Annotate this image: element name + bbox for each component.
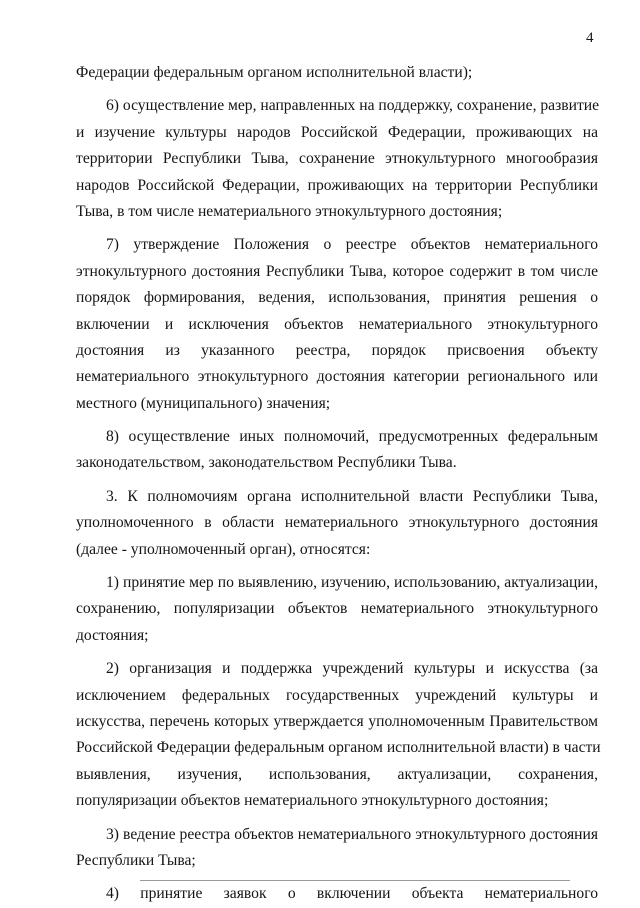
text-line: искусства, перечень которых утверждается уполномоченным Правительством	[76, 712, 598, 730]
text-line: исключением федеральных государственных учреждений культуры и	[76, 686, 598, 704]
document-body	[76, 60, 601, 908]
paragraph	[76, 656, 601, 814]
text-line: популяризации объектов нематериального этнокультурного достояния;	[76, 792, 549, 810]
text-line: 8) осуществление иных полномочий, предусмотренных федеральным	[106, 428, 598, 446]
text-line: достояния;	[76, 626, 149, 644]
paragraph	[76, 60, 598, 86]
text-line: Федерации федеральным органом исполнительной власти);	[76, 64, 473, 81]
text-line: достояния из указанного реестра, порядок присвоения объекту	[76, 341, 598, 359]
text-line: 4) принятие заявок о включении объекта нематериального	[106, 885, 598, 903]
footer-rule	[140, 880, 570, 881]
text-line: (далее - уполномоченный орган), относятся:	[76, 540, 371, 558]
text-line: включении и исключения объектов нематериального этнокультурного	[76, 315, 598, 333]
text-line: 7) утверждение Положения о реестре объектов нематериального	[106, 236, 598, 254]
paragraph	[76, 822, 598, 875]
text-line: Российской Федерации федеральным органом исполнительной власти) в части	[76, 739, 601, 757]
text-line: народов Российской Федерации, проживающих на территории Республики	[76, 176, 598, 194]
text-line: законодательством, законодательством Республики Тыва.	[76, 454, 457, 472]
page-number: 4	[586, 30, 594, 46]
paragraph	[76, 93, 598, 225]
text-line: местного (муниципального) значения;	[76, 394, 331, 412]
text-line: Тыва, в том числе нематериального этнокультурного достояния;	[76, 202, 503, 220]
text-line: 2) организация и поддержка учреждений культуры и искусства (за	[106, 660, 598, 678]
text-line: порядок формирования, ведения, использования, принятия решения о	[76, 289, 598, 307]
text-line: 1) принятие мер по выявлению, изучению, использованию, актуализации,	[106, 574, 598, 592]
text-line: выявления, изучения, использования, актуализации, сохранения,	[76, 765, 598, 783]
text-line: Республики Тыва;	[76, 851, 196, 869]
text-line: 6) осуществление мер, направленных на поддержку, сохранение, развитие	[106, 97, 600, 115]
text-line: 3. К полномочиям органа исполнительной власти Республики Тыва,	[106, 487, 598, 505]
text-line: этнокультурного достояния Республики Тыва, которое содержит в том числе	[76, 262, 598, 280]
text-line: и изучение культуры народов Российской Федерации, проживающих на	[76, 123, 598, 141]
paragraph	[76, 484, 598, 563]
text-line: сохранению, популяризации объектов нематериального этнокультурного	[76, 600, 598, 618]
paragraph	[76, 881, 598, 907]
text-line: уполномоченного в области нематериального этнокультурного достояния	[76, 514, 598, 532]
paragraph	[76, 424, 598, 477]
text-line: нематериального этнокультурного достояния категории регионального или	[76, 368, 598, 386]
paragraph	[76, 232, 598, 417]
text-line: 3) ведение реестра объектов нематериального этнокультурного достояния	[106, 825, 598, 843]
paragraph	[76, 570, 598, 649]
text-line: территории Республики Тыва, сохранение этнокультурного многообразия	[76, 150, 598, 168]
